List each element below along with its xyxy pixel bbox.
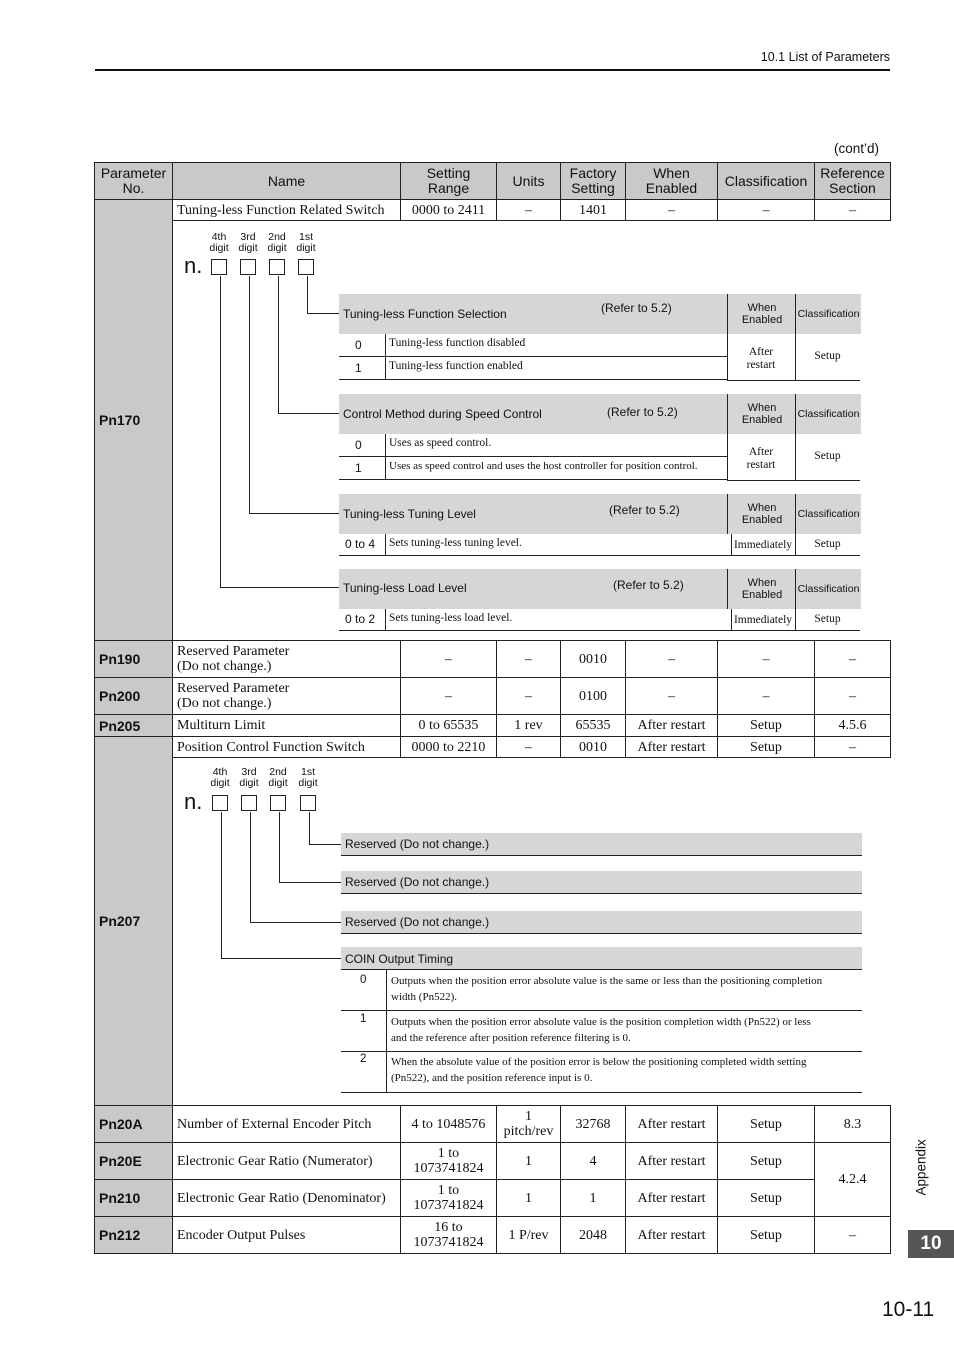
classification-value: Setup [814,450,841,462]
param-name: Number of External Encoder Pitch [173,1106,401,1143]
page-number: 10-11 [882,1298,935,1321]
reference-section: 8.3 [815,1106,891,1143]
factory-setting: 0010 [561,737,626,758]
digit-box-2 [269,259,285,275]
digit-box-1 [298,259,314,275]
setting-range: 16 to 1073741824 [401,1217,497,1254]
reference-section: – [815,737,891,758]
section-header: Tuning-less Load Level (Refer to 5.2) [339,569,727,609]
list-item: 0 to 2 Sets tuning-less load level. Immediately Setup [339,609,860,631]
classification: – [718,678,815,715]
when-enabled: After restart [626,1106,718,1143]
setting-range: 0000 to 2210 [401,737,497,758]
param-no: Pn170 [95,200,173,641]
factory-setting: 32768 [561,1106,626,1143]
list-item: 1 Uses as speed control and uses the host controller for position control. [339,457,727,480]
running-header: 10.1 List of Parameters [760,50,890,64]
digit-label-1st: 1st digit [296,231,316,254]
param-no: Pn20A [95,1106,173,1143]
when-enabled: – [626,641,718,678]
classification: Setup [718,1106,815,1143]
appendix-side-label: Appendix [913,1139,929,1196]
section-header: Tuning-less Function Selection (Refer to 5.2) [339,294,727,334]
when-enabled: After restart [626,715,718,737]
units: 1 P/rev [497,1217,561,1254]
contd-label: (cont’d) [834,141,880,156]
reserved-bar: Reserved (Do not change.) [341,911,862,934]
classification: – [718,641,815,678]
when-enabled-header: When Enabled [727,569,796,609]
section-header: Tuning-less Tuning Level (Refer to 5.2) [339,494,727,534]
digit-box-2 [270,795,286,811]
table-row [95,678,891,715]
factory-setting: 65535 [561,715,626,737]
classification: Setup [718,737,815,758]
param-name: Reserved Parameter (Do not change.) [173,641,401,678]
coin-timing-header: COIN Output Timing [341,947,862,970]
table-row [95,200,891,221]
setting-range: 1 to 1073741824 [401,1180,497,1217]
list-item: 0 Uses as speed control. [339,434,727,457]
classification-header: Classification [795,569,861,609]
when-enabled: After restart [626,1180,718,1217]
n-symbol: n. [184,789,203,814]
chapter-tab: 10 [908,1230,954,1258]
classification-value: Setup [814,350,841,362]
digit-box-3 [241,795,257,811]
reference-section: 4.5.6 [815,715,891,737]
col-header-units: Units [497,163,561,200]
digit-label-3rd: 3rd digit [239,766,259,789]
when-enabled-value: After restart [746,346,776,371]
col-header-reference: Reference Section [815,163,891,200]
classification: Setup [718,1143,815,1180]
factory-setting: 4 [561,1143,626,1180]
digit-label-4th: 4th digit [210,766,230,789]
param-no: Pn210 [95,1180,173,1217]
classification-header: Classification [795,294,861,334]
when-enabled: After restart [626,1217,718,1254]
list-item: 1 Tuning-less function enabled [339,357,727,380]
param-no: Pn207 [95,737,173,1106]
reference-section: – [815,678,891,715]
pn207-digit-diagram [173,758,891,1106]
param-name: Multiturn Limit [173,715,401,737]
units: 1 pitch/rev [497,1106,561,1143]
when-enabled-header: When Enabled [727,294,796,334]
table-row [95,715,891,737]
table-row [95,737,891,758]
digit-box-1 [300,795,316,811]
factory-setting: 2048 [561,1217,626,1254]
setting-range: 1 to 1073741824 [401,1143,497,1180]
factory-setting: 1 [561,1180,626,1217]
units: – [497,737,561,758]
when-enabled-header: When Enabled [727,394,796,434]
factory-setting: 1401 [561,200,626,221]
setting-range: 0000 to 2411 [401,200,497,221]
digit-label-2nd: 2nd digit [268,766,288,789]
when-enabled: After restart [626,737,718,758]
when-enabled-value: After restart [746,446,776,471]
table-row [95,1217,891,1254]
param-name: Electronic Gear Ratio (Numerator) [173,1143,401,1180]
param-name: Reserved Parameter (Do not change.) [173,678,401,715]
when-enabled: – [626,200,718,221]
list-item: 0 Outputs when the position error absolute value is the same or less than the positioning completion width (Pn522). [341,970,862,1011]
reserved-bar: Reserved (Do not change.) [341,833,862,856]
when-enabled-header: When Enabled [727,494,796,534]
param-name: Encoder Output Pulses [173,1217,401,1254]
units: – [497,641,561,678]
setting-range: 0 to 65535 [401,715,497,737]
col-header-when: When Enabled [626,163,718,200]
param-name: Electronic Gear Ratio (Denominator) [173,1180,401,1217]
factory-setting: 0100 [561,678,626,715]
param-no: Pn205 [95,715,173,737]
digit-box-4 [211,259,227,275]
list-item: 2 When the absolute value of the position error is below the positioning completed width setting (Pn522), and the position reference input is 0. [341,1052,862,1093]
parameter-table [94,162,891,1254]
digit-box-3 [240,259,256,275]
param-no: Pn200 [95,678,173,715]
setting-range: – [401,641,497,678]
classification: Setup [718,1180,815,1217]
classification-header: Classification [795,394,861,434]
param-no: Pn190 [95,641,173,678]
col-header-classification: Classification [718,163,815,200]
header-rule [95,69,890,71]
col-header-range: Setting Range [401,163,497,200]
param-name: Tuning-less Function Related Switch [173,200,401,221]
list-item: 1 Outputs when the position error absolute value is the position completion width (Pn522) or less and the reference after position reference filtering is 0. [341,1011,862,1052]
units: – [497,678,561,715]
table-row [95,1106,891,1143]
reference-section: – [815,641,891,678]
reference-section: – [815,1217,891,1254]
digit-label-4th: 4th digit [209,231,229,254]
reserved-bar: Reserved (Do not change.) [341,871,862,894]
units: 1 rev [497,715,561,737]
units: – [497,200,561,221]
classification-header: Classification [795,494,861,534]
when-enabled: After restart [626,1143,718,1180]
factory-setting: 0010 [561,641,626,678]
param-name: Position Control Function Switch [173,737,401,758]
units: 1 [497,1143,561,1180]
reference-section: 4.2.4 [815,1143,891,1217]
setting-range: 4 to 1048576 [401,1106,497,1143]
classification: Setup [718,715,815,737]
param-no: Pn212 [95,1217,173,1254]
reference-section: – [815,200,891,221]
digit-label-2nd: 2nd digit [267,231,287,254]
digit-label-3rd: 3rd digit [238,231,258,254]
col-header-name: Name [173,163,401,200]
col-header-param: Parameter No. [95,163,173,200]
list-item: 0 Tuning-less function disabled [339,334,727,357]
digit-box-4 [212,795,228,811]
param-no: Pn20E [95,1143,173,1180]
table-row [95,1180,891,1217]
table-header-row [95,163,891,200]
col-header-factory: Factory Setting [561,163,626,200]
units: 1 [497,1180,561,1217]
when-enabled: – [626,678,718,715]
pn170-digit-diagram [173,221,891,641]
table-row [95,641,891,678]
list-item: 0 to 4 Sets tuning-less tuning level. Immediately Setup [339,534,860,556]
classification: Setup [718,1217,815,1254]
n-symbol: n. [184,253,203,278]
section-header: Control Method during Speed Control (Refer to 5.2) [339,394,727,434]
table-row [95,1143,891,1180]
setting-range: – [401,678,497,715]
classification: – [718,200,815,221]
digit-label-1st: 1st digit [298,766,318,789]
